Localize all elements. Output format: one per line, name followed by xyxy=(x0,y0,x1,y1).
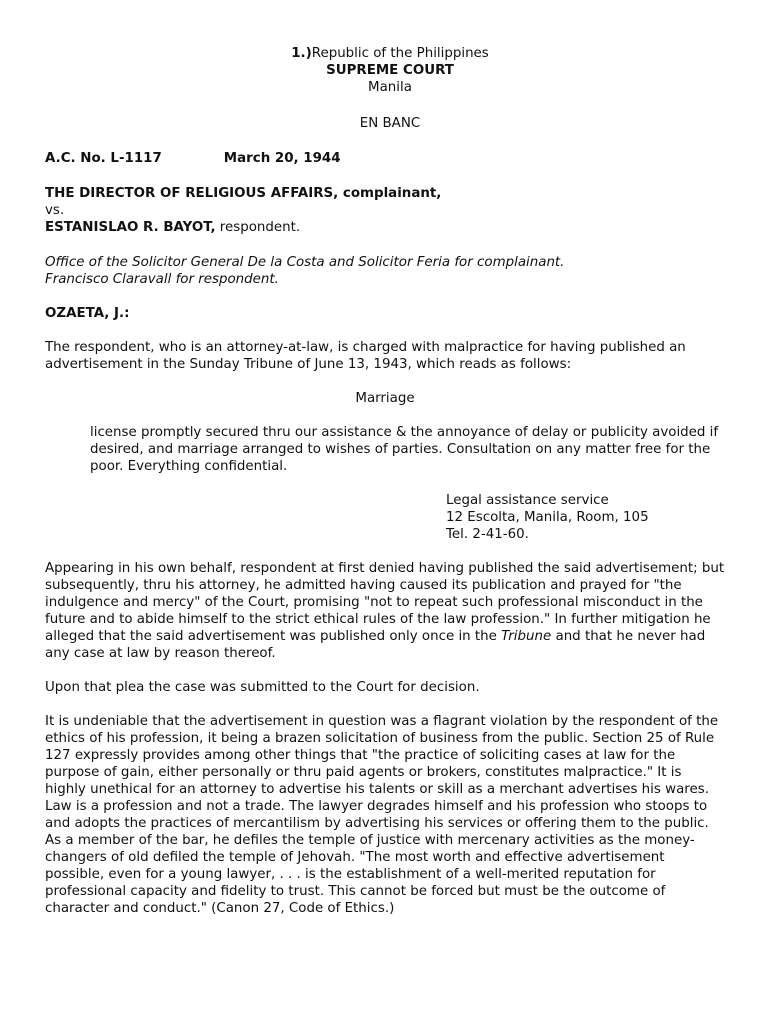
counsel-respondent: Francisco Claravall for respondent. xyxy=(45,272,279,287)
court-header xyxy=(45,45,725,96)
header-line-country xyxy=(55,45,725,62)
case-number: A.C. No. L-1117 xyxy=(45,151,162,166)
respondent-name: ESTANISLAO R. BAYOT, xyxy=(45,220,216,235)
signature-line-2: 12 Escolta, Manila, Room, 105 xyxy=(446,510,649,525)
signature-line-3: Tel. 2-41-60. xyxy=(446,527,529,542)
paragraph-3: Upon that plea the case was submitted to the Court for decision. xyxy=(45,680,480,695)
respondent-role: respondent. xyxy=(215,220,301,235)
paragraph-2-italic: Tribune xyxy=(501,629,552,644)
paragraph-2-text-b: and that he never had any case at law by reason thereof. xyxy=(45,629,706,661)
division-label: EN BANC xyxy=(359,116,421,131)
versus-label: vs. xyxy=(45,203,65,218)
counsel-complainant: Office of the Solicitor General De la Costa and Solicitor Feria for complainant. xyxy=(45,255,565,270)
case-caption xyxy=(45,150,725,167)
document-page xyxy=(45,45,725,917)
paragraph-2-text-a: Appearing in his own behalf, respondent at first denied having published the said advertisement; but subsequently, thru his attorney, he admitted having caused its publication and prayed for "the indulgence and mercy" of the Court, promising "not to repeat such professional misconduct in the future and to abide himself to the strict ethical rules of the law profession." In further mitigation he alleged that the said advertisement was published only once in the xyxy=(45,561,725,644)
advertisement-title: Marriage xyxy=(355,391,415,406)
item-number: 1.) xyxy=(291,46,312,61)
advertisement-signature xyxy=(446,492,725,543)
court-name: SUPREME COURT xyxy=(326,63,454,78)
paragraph-1: The respondent, who is an attorney-at-law, is charged with malpractice for having published an advertisement in the Sunday Tribune of June 13, 1943, which reads as follows: xyxy=(45,340,686,372)
advertisement-body: license promptly secured thru our assistance & the annoyance of delay or publicity avoided if desired, and marriage arranged to wishes of parties. Consultation on any matter free for the poor. Everything confidential. xyxy=(90,425,719,474)
ponente: OZAETA, J.: xyxy=(45,306,130,321)
complainant-name: THE DIRECTOR OF RELIGIOUS AFFAIRS, complainant, xyxy=(45,186,442,201)
paragraph-4: It is undeniable that the advertisement in question was a flagrant violation by the respondent of the ethics of his profession, it being a brazen solicitation of business from the public. Section 25 of Rule 127 expressly provides among other things that "the practice of soliciting cases at law for the purpose of gain, either personally or thru paid agents or brokers, constitutes malpractice." It is highly unethical for an attorney to advertise his talents or skill as a merchant advertises his wares. Law is a profession and not a trade. The lawyer degrades himself and his profession who stoops to and adopts the practices of mercantilism by advertising his services or offering them to the public. As a member of the bar, he defiles the temple of justice with mercenary activities as the money-changers of old defiled the temple of Jehovah. "The most worth and effective advertisement possible, even for a young lawyer, . . . is the establishment of a well-merited reputation for professional capacity and fidelity to trust. This cannot be forced but must be the outcome of character and conduct." (Canon 27, Code of Ethics.) xyxy=(45,714,719,916)
court-city: Manila xyxy=(368,80,412,95)
paragraph-2 xyxy=(45,560,725,662)
signature-line-1: Legal assistance service xyxy=(446,493,609,508)
case-date: March 20, 1944 xyxy=(223,151,341,166)
parties-block xyxy=(45,185,725,236)
country-name: Republic of the Philippines xyxy=(311,46,489,61)
counsel-block xyxy=(45,254,725,288)
